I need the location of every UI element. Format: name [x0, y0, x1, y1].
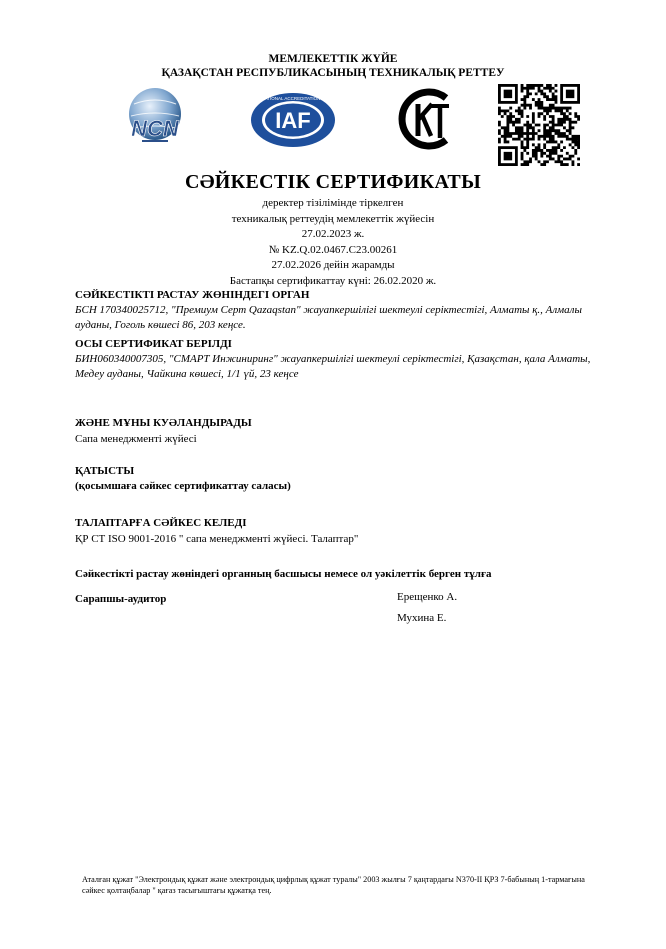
iaf-logo [250, 92, 336, 148]
certificate-title: СӘЙКЕСТІК СЕРТИФИКАТЫ [184, 171, 482, 193]
valid-until: 27.02.2026 дейін жарамды [271, 259, 395, 271]
head-signatory-label: Сәйкестікті растау жөніндегі органның басшысы немесе ол уәкілеттік берген тұлға [75, 568, 492, 580]
initial-certification-date: Бастапқы сертификаттау күні: 26.02.2020 ж. [229, 274, 437, 287]
kz-conformity-mark [394, 86, 456, 152]
registered-line-2: техникалық реттеудің мемлекеттік жүйесін [231, 212, 435, 225]
certificate-number: № KZ.Q.02.0467.C23.00261 [268, 243, 398, 256]
head-signatory-name: Ерещенко А. [397, 591, 458, 603]
issued-to-heading: ОСЫ СЕРТИФИКАТ БЕРІЛДІ [75, 338, 232, 350]
requirements-text: ҚР СТ ISO 9001-2016 " сапа менеджменті жүйесі. Талаптар" [75, 533, 359, 545]
certifies-heading: ЖӘНЕ МҰНЫ КУӘЛАНДЫРАДЫ [75, 417, 252, 429]
header-line-2: ҚАЗАҚСТАН РЕСПУБЛИКАСЫНЫҢ ТЕХНИКАЛЫҚ РЕТТЕУ [161, 67, 505, 79]
certifies-text: Сапа менеджменті жүйесі [75, 433, 197, 445]
ncn-logo-text: NCN [131, 116, 179, 141]
auditor-name: Мухина Е. [397, 612, 447, 624]
related-subheading: (қосымшаға сәйкес сертификаттау саласы) [75, 480, 291, 492]
header-line-1: МЕМЛЕКЕТТІК ЖҮЙЕ [268, 53, 398, 65]
iaf-logo-text: IAF [275, 108, 311, 133]
certificate-date: 27.02.2023 ж. [301, 228, 365, 240]
issued-to-text: БИН060340007305, "СМАРТ Инжиниринг" жауапкершілігі шектеулі серіктестігі, Қазақстан, қала Алматы, Медеу ауданы, Чайкина көшесі, 1/1 үй, 23 кеңсе [75, 353, 591, 380]
ncn-logo [112, 86, 198, 146]
related-heading: ҚАТЫСТЫ [75, 465, 135, 477]
iaf-ring-text: INTERNATIONAL ACCREDITATION FORUM [250, 96, 336, 101]
qr-code-icon [498, 84, 580, 166]
footer-legal-note: Аталған құжат "Электрондық құжат және электрондық цифрлық құжат туралы" 2003 жылғы 7 қаңтардағы N370-II ҚРЗ 7-бабының 1-тармағына сәйкес қолтаңбалар " қағаз тасығыштағы құжатқа тең. [82, 875, 585, 895]
auditor-label: Сарапшы-аудитор [75, 593, 167, 605]
certification-body-heading: СӘЙКЕСТІКТІ РАСТАУ ЖӨНІНДЕГІ ОРГАН [75, 289, 310, 301]
certification-body-text: БСН 170340025712, "Премиум Серт Qazaqstan" жауапкершілігі шектеулі серіктестігі, Алматы қ., Алмалы ауданы, Гоголь көшесі 86, 203 кеңсе. [75, 304, 582, 331]
registered-line-1: деректер тізілімінде тіркелген [262, 197, 404, 209]
requirements-heading: ТАЛАПТАРҒА СӘЙКЕС КЕЛЕДІ [75, 517, 247, 529]
